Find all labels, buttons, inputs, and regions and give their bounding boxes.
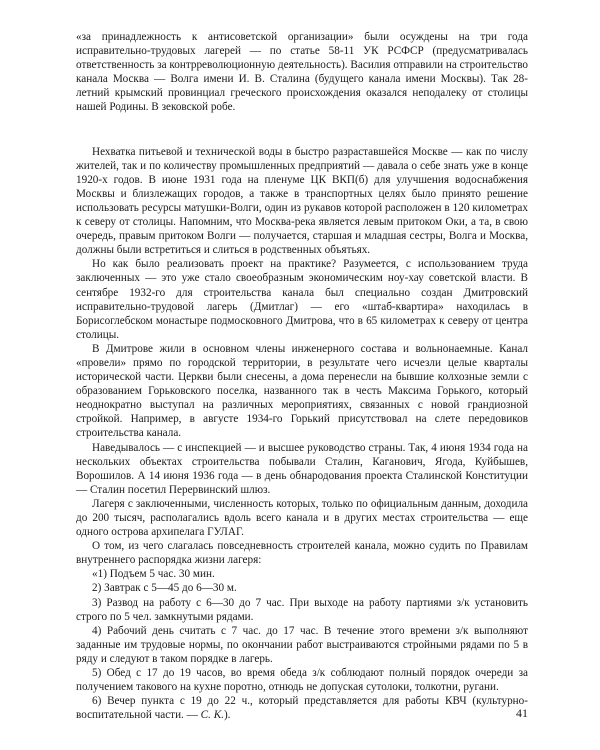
paragraph: Но как было реализовать проект на практике? Разумеется, с использованием труда заключенных — это уже стало своеобразным экономическим ноу-хау советской власти. В сентябре 1932-го для строительства канала был специально создан Дмитровский исправительно-трудовой лагерь (Дмитлаг) — его «штаб-квартира» находилась в Борисоглебском монастыре подмосковного Дмитрова, что в 65 километрах к северу от центра столицы. (76, 258, 528, 341)
rule-item: 5) Обед с 17 до 19 часов, во время обеда з/к соблюдают полный порядок очереди за получением такового на кухне поротно, отнюдь не допуская сутолоки, толкотни, ругани. (76, 667, 528, 694)
section-gap (76, 115, 528, 145)
paragraph: Лагеря с заключенными, численность которых, только по официальным данным, доходила до 200 тысяч, располагались вдоль всего канала и в других местах строительства — еще одного острова архипелага ГУЛАГ. (76, 497, 528, 539)
paragraph: В Дмитрове жили в основном члены инженерного состава и вольнонаемные. Канал «провели» прямо по городской территории, в результате чего исчезли целые кварталы исторической части. Церкви были снесены, а дома перенесли на бывшие колхозные земли с образованием Горьковского поселка, названного так в честь Максима Горького, который неоднократно выступал на различных мероприятиях, связанных с новой грандиозной стройкой. Например, в августе 1934-го Горький присутствовал на слете передовиков строительства канала. (76, 342, 528, 440)
rule-item: «1) Подъем 5 час. 30 мин. (92, 568, 215, 581)
rule-item: 4) Рабочий день считать с 7 час. до 17 час. В течение этого времени з/к выполняют заданные им трудовые нормы, по окончании работ выстраиваются стройными рядами по 5 в ряду и следуют в таком порядке в лагерь. (76, 624, 528, 665)
page-body (76, 30, 528, 722)
rule-item-last (76, 694, 528, 722)
paragraph: О том, из чего слагалась повседневность строителей канала, можно судить по Правилам внутреннего распорядка жизни лагеря: (76, 540, 528, 567)
rule-item: 2) Завтрак с 5—45 до 6—30 м. (92, 582, 237, 595)
rule-item: 3) Развод на работу с 6—30 до 7 час. При выходе на работу партиями з/к установить строго по 5 чел. замкнутыми рядами. (76, 596, 528, 623)
author-initials: С. К. (200, 709, 224, 722)
intro-paragraph: «за принадлежность к антисоветской организации» были осуждены на три года исправительно-трудовых лагерей — по статье 58-11 УК РСФСР (предусматривалась ответственность за контрреволюционную деятельность). Василия отправили на строительство канала Москва — Волга имени И. В. Сталина (будущего канала имени Москвы). Так 28-летний крымский провинциал греческого происхождения оказался неподалеку от столицы нашей Родины. В зековской робе. (76, 31, 528, 114)
rule-text: 6) Вечер пункта с 19 до 22 ч., который представляется для работы КВЧ (культурно-воспитательной части. — (76, 695, 528, 722)
rule-text-end: ). (223, 709, 231, 722)
paragraph: Нехватка питьевой и технической воды в быстро разраставшейся Москве — как по числу жителей, так и по количеству промышленных предприятий — давала о себе знать уже в конце 1920-х годов. В июне 1931 года на пленуме ЦК ВКП(б) для улучшения водоснабжения Москвы и близлежащих городов, а также в транспортных целях было принято решение использовать ресурсы матушки-Волги, один из рукавов которой расположен в 120 километрах к северу от столицы. Напомним, что Москва-река является левым притоком Оки, а та, в свою очередь, правым притоком Волги — получается, старшая и младшая сестры, Волга и Москва, должны были встретиться и слиться в родственных объятьях. (76, 145, 528, 257)
page-number: 41 (516, 706, 528, 720)
paragraph: Наведывалось — с инспекцией — и высшее руководство страны. Так, 4 июня 1934 года на нескольких объектах строительства побывали Сталин, Каганович, Ягода, Куйбышев, Ворошилов. А 14 июня 1936 года — в день обнародования проекта Сталинской Конституции — Сталин посетил Перервинский шлюз. (76, 441, 528, 496)
